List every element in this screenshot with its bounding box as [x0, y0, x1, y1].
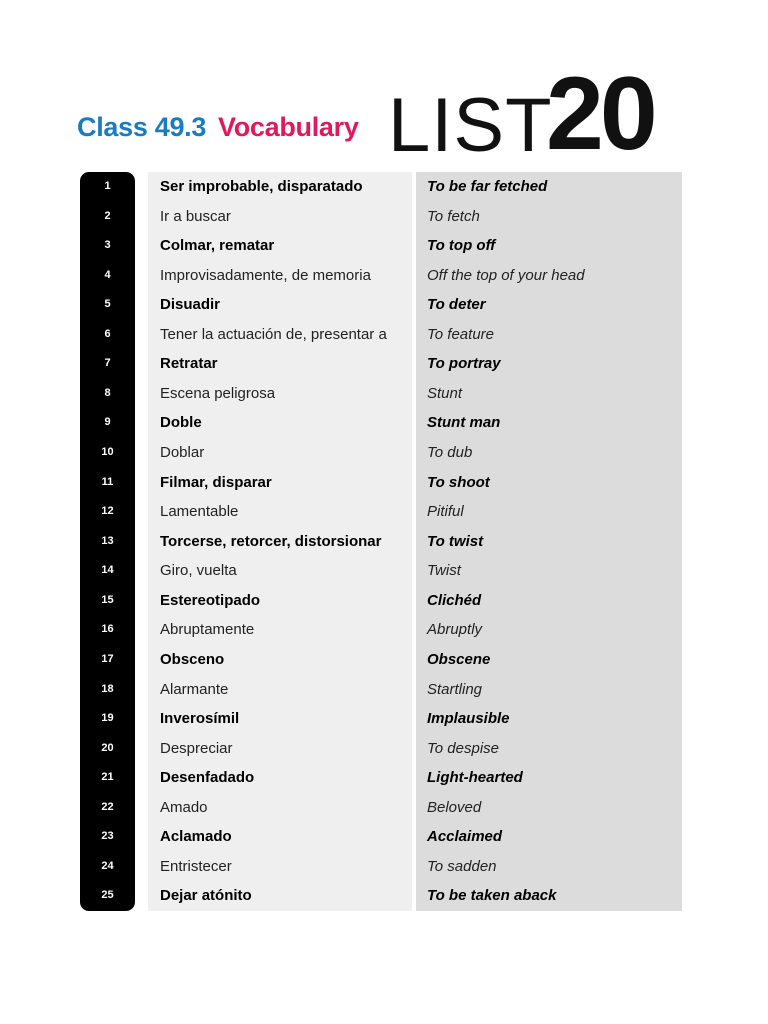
english-term: To deter — [427, 296, 486, 314]
spanish-term: Disuadir — [160, 296, 221, 314]
table-row — [0, 261, 768, 291]
english-term: To despise — [427, 739, 499, 757]
vocabulary-label: Vocabulary — [218, 112, 359, 142]
row-number: 6 — [104, 327, 111, 340]
english-term: To feature — [427, 325, 494, 343]
table-row — [0, 586, 768, 616]
english-term: To fetch — [427, 207, 480, 225]
spanish-term: Lamentable — [160, 503, 239, 521]
row-number: 22 — [101, 800, 114, 813]
spanish-term: Despreciar — [160, 739, 233, 757]
english-term: Abruptly — [427, 621, 483, 639]
spanish-term: Escena peligrosa — [160, 384, 276, 402]
table-row — [0, 290, 768, 320]
english-term: Light-hearted — [427, 769, 523, 787]
table-row — [0, 704, 768, 734]
spanish-term: Torcerse, retorcer, distorsionar — [160, 532, 382, 550]
english-term: To be taken aback — [427, 887, 557, 905]
spanish-term: Improvisadamente, de memoria — [160, 266, 371, 284]
english-term: Acclaimed — [427, 828, 503, 846]
spanish-term: Giro, vuelta — [160, 562, 237, 580]
table-row — [0, 615, 768, 645]
row-number: 4 — [104, 268, 111, 281]
spanish-term: Dejar atónito — [160, 887, 252, 905]
row-number: 3 — [104, 239, 111, 252]
row-number: 16 — [101, 623, 114, 636]
table-row — [0, 793, 768, 823]
row-number: 24 — [101, 859, 114, 872]
page-header — [0, 0, 768, 170]
english-term: Startling — [427, 680, 483, 698]
english-term: Stunt — [427, 384, 463, 402]
spanish-term: Doble — [160, 414, 202, 432]
table-row — [0, 408, 768, 438]
spanish-term: Inverosímil — [160, 710, 240, 728]
list-number: 20 — [546, 56, 654, 172]
table-row — [0, 497, 768, 527]
spanish-term: Alarmante — [160, 680, 229, 698]
spanish-term: Filmar, disparar — [160, 473, 272, 491]
english-term: To portray — [427, 355, 501, 373]
spanish-term: Obsceno — [160, 650, 225, 668]
row-number: 2 — [104, 209, 111, 222]
row-number: 10 — [101, 446, 114, 459]
spanish-term: Colmar, rematar — [160, 237, 275, 255]
row-number: 8 — [104, 386, 111, 399]
table-row — [0, 202, 768, 232]
row-number: 15 — [101, 593, 114, 606]
english-term: Obscene — [427, 650, 491, 668]
table-row — [0, 468, 768, 498]
row-number: 7 — [104, 357, 111, 370]
spanish-term: Amado — [160, 798, 208, 816]
table-row — [0, 231, 768, 261]
row-number: 20 — [101, 741, 114, 754]
row-number: 12 — [101, 505, 114, 518]
spanish-term: Tener la actuación de, presentar a — [160, 325, 387, 343]
spanish-term: Desenfadado — [160, 769, 255, 787]
table-row — [0, 822, 768, 852]
row-number: 9 — [104, 416, 111, 429]
table-row — [0, 852, 768, 882]
table-row — [0, 645, 768, 675]
table-row — [0, 349, 768, 379]
spanish-term: Retratar — [160, 355, 218, 373]
row-number: 17 — [101, 652, 114, 665]
table-row — [0, 172, 768, 202]
english-term: Off the top of your head — [427, 266, 585, 284]
list-word: LIST — [388, 83, 553, 168]
english-term: To shoot — [427, 473, 490, 491]
table-row — [0, 763, 768, 793]
spanish-term: Entristecer — [160, 857, 232, 875]
row-number: 25 — [101, 889, 114, 902]
table-row — [0, 675, 768, 705]
row-number: 23 — [101, 830, 114, 843]
table-row — [0, 527, 768, 557]
english-term: To be far fetched — [427, 178, 548, 195]
spanish-term: Ser improbable, disparatado — [160, 178, 363, 195]
english-term: To top off — [427, 237, 496, 255]
row-number: 19 — [101, 712, 114, 725]
english-term: Clichéd — [427, 591, 482, 609]
english-term: Stunt man — [427, 414, 501, 432]
english-term: To sadden — [427, 857, 497, 875]
spanish-term: Doblar — [160, 444, 205, 462]
row-number: 5 — [104, 298, 111, 311]
row-number: 13 — [101, 534, 114, 547]
row-number: 11 — [101, 475, 114, 488]
table-row — [0, 379, 768, 409]
english-term: To twist — [427, 532, 484, 550]
english-term: Twist — [427, 562, 461, 580]
english-term: To dub — [427, 444, 473, 462]
spanish-term: Abruptamente — [160, 621, 255, 639]
row-number: 1 — [104, 180, 111, 192]
table-row — [0, 438, 768, 468]
spanish-term: Aclamado — [160, 828, 232, 846]
table-row — [0, 734, 768, 764]
class-label: Class 49.3 — [77, 112, 207, 142]
spanish-term: Ir a buscar — [160, 207, 231, 225]
english-term: Beloved — [427, 798, 482, 816]
row-number: 21 — [101, 771, 114, 784]
table-row — [0, 881, 768, 911]
english-term: Implausible — [427, 710, 510, 728]
row-number: 14 — [101, 564, 114, 577]
table-row — [0, 556, 768, 586]
table-row — [0, 320, 768, 350]
spanish-term: Estereotipado — [160, 591, 261, 609]
row-number: 18 — [101, 682, 114, 695]
english-term: Pitiful — [427, 503, 464, 521]
